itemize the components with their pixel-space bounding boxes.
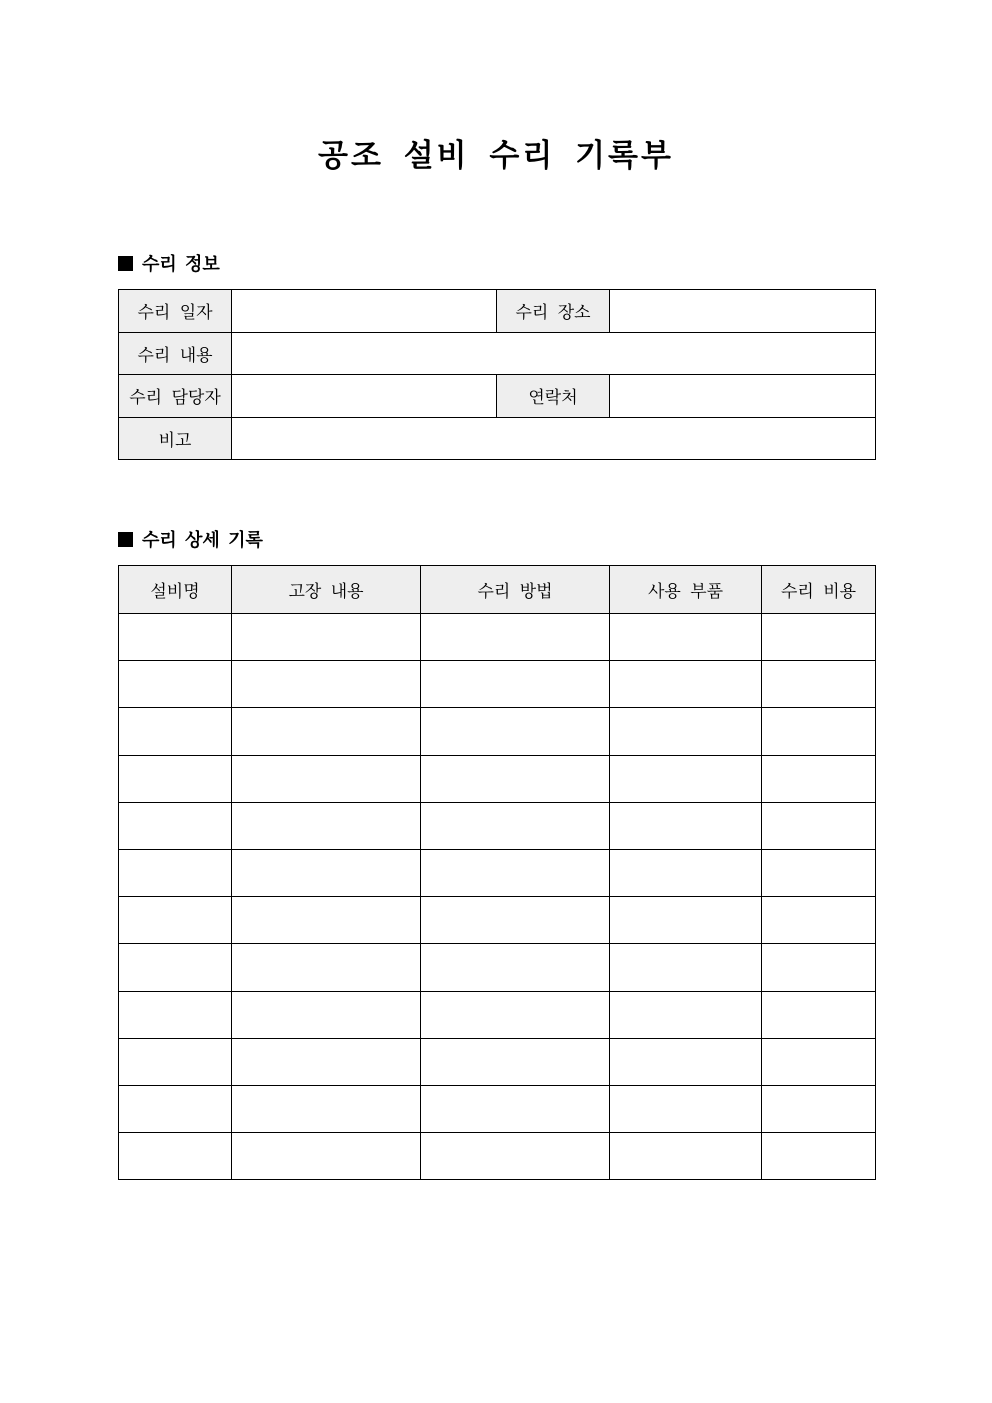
fault-cell[interactable] <box>232 849 421 896</box>
repair-technician-field[interactable] <box>232 375 497 418</box>
info-section-title: 수리 정보 <box>142 254 220 275</box>
cost-cell[interactable] <box>762 897 876 944</box>
table-row <box>119 897 876 944</box>
cost-cell[interactable] <box>762 991 876 1038</box>
fault-cell[interactable] <box>232 1133 421 1180</box>
detail-header-row <box>119 566 876 614</box>
column-header-fault: 고장 내용 <box>232 566 421 614</box>
method-cell[interactable] <box>421 614 610 661</box>
cost-cell[interactable] <box>762 1085 876 1132</box>
fault-cell[interactable] <box>232 1038 421 1085</box>
fault-cell[interactable] <box>232 614 421 661</box>
parts-cell[interactable] <box>610 1085 762 1132</box>
method-cell[interactable] <box>421 802 610 849</box>
equipment-cell[interactable] <box>119 1085 232 1132</box>
parts-cell[interactable] <box>610 614 762 661</box>
table-row <box>119 755 876 802</box>
parts-cell[interactable] <box>610 991 762 1038</box>
fault-cell[interactable] <box>232 1085 421 1132</box>
info-row-date-location <box>119 290 876 333</box>
method-cell[interactable] <box>421 1133 610 1180</box>
column-header-parts: 사용 부품 <box>610 566 762 614</box>
column-header-equipment: 설비명 <box>119 566 232 614</box>
contact-field[interactable] <box>610 375 876 418</box>
repair-detail-table <box>118 565 876 1180</box>
parts-cell[interactable] <box>610 1038 762 1085</box>
info-row-content <box>119 332 876 375</box>
equipment-cell[interactable] <box>119 802 232 849</box>
method-cell[interactable] <box>421 708 610 755</box>
parts-cell[interactable] <box>610 1133 762 1180</box>
table-row <box>119 614 876 661</box>
detail-section-heading <box>118 528 263 554</box>
equipment-cell[interactable] <box>119 849 232 896</box>
cost-cell[interactable] <box>762 1038 876 1085</box>
fault-cell[interactable] <box>232 944 421 991</box>
parts-cell[interactable] <box>610 944 762 991</box>
cost-cell[interactable] <box>762 944 876 991</box>
method-cell[interactable] <box>421 1085 610 1132</box>
table-row <box>119 1133 876 1180</box>
fault-cell[interactable] <box>232 802 421 849</box>
equipment-cell[interactable] <box>119 755 232 802</box>
repair-content-label: 수리 내용 <box>119 332 232 375</box>
repair-location-label: 수리 장소 <box>497 290 610 333</box>
table-row <box>119 849 876 896</box>
fault-cell[interactable] <box>232 755 421 802</box>
square-bullet-icon <box>118 532 133 547</box>
repair-technician-label: 수리 담당자 <box>119 375 232 418</box>
fault-cell[interactable] <box>232 991 421 1038</box>
fault-cell[interactable] <box>232 661 421 708</box>
table-row <box>119 1038 876 1085</box>
cost-cell[interactable] <box>762 614 876 661</box>
fault-cell[interactable] <box>232 708 421 755</box>
parts-cell[interactable] <box>610 708 762 755</box>
method-cell[interactable] <box>421 991 610 1038</box>
method-cell[interactable] <box>421 944 610 991</box>
info-row-remarks <box>119 417 876 460</box>
cost-cell[interactable] <box>762 755 876 802</box>
square-bullet-icon <box>118 256 133 271</box>
parts-cell[interactable] <box>610 849 762 896</box>
equipment-cell[interactable] <box>119 661 232 708</box>
repair-location-field[interactable] <box>610 290 876 333</box>
method-cell[interactable] <box>421 897 610 944</box>
repair-date-label: 수리 일자 <box>119 290 232 333</box>
contact-label: 연락처 <box>497 375 610 418</box>
equipment-cell[interactable] <box>119 708 232 755</box>
equipment-cell[interactable] <box>119 991 232 1038</box>
method-cell[interactable] <box>421 755 610 802</box>
repair-content-field[interactable] <box>232 332 876 375</box>
equipment-cell[interactable] <box>119 1133 232 1180</box>
document-title: 공조 설비 수리 기록부 <box>318 138 674 174</box>
method-cell[interactable] <box>421 661 610 708</box>
remarks-field[interactable] <box>232 417 876 460</box>
fault-cell[interactable] <box>232 897 421 944</box>
parts-cell[interactable] <box>610 897 762 944</box>
cost-cell[interactable] <box>762 849 876 896</box>
repair-info-table <box>118 289 876 460</box>
equipment-cell[interactable] <box>119 614 232 661</box>
table-row <box>119 991 876 1038</box>
info-section-heading <box>118 252 220 278</box>
parts-cell[interactable] <box>610 755 762 802</box>
column-header-method: 수리 방법 <box>421 566 610 614</box>
parts-cell[interactable] <box>610 661 762 708</box>
parts-cell[interactable] <box>610 802 762 849</box>
table-row <box>119 1085 876 1132</box>
cost-cell[interactable] <box>762 661 876 708</box>
cost-cell[interactable] <box>762 802 876 849</box>
detail-section-title: 수리 상세 기록 <box>142 530 263 551</box>
table-row <box>119 944 876 991</box>
table-row <box>119 802 876 849</box>
equipment-cell[interactable] <box>119 897 232 944</box>
method-cell[interactable] <box>421 849 610 896</box>
column-header-cost: 수리 비용 <box>762 566 876 614</box>
repair-date-field[interactable] <box>232 290 497 333</box>
method-cell[interactable] <box>421 1038 610 1085</box>
remarks-label: 비고 <box>119 417 232 460</box>
table-row <box>119 708 876 755</box>
cost-cell[interactable] <box>762 1133 876 1180</box>
equipment-cell[interactable] <box>119 1038 232 1085</box>
equipment-cell[interactable] <box>119 944 232 991</box>
table-row <box>119 661 876 708</box>
cost-cell[interactable] <box>762 708 876 755</box>
info-row-technician-contact <box>119 375 876 418</box>
